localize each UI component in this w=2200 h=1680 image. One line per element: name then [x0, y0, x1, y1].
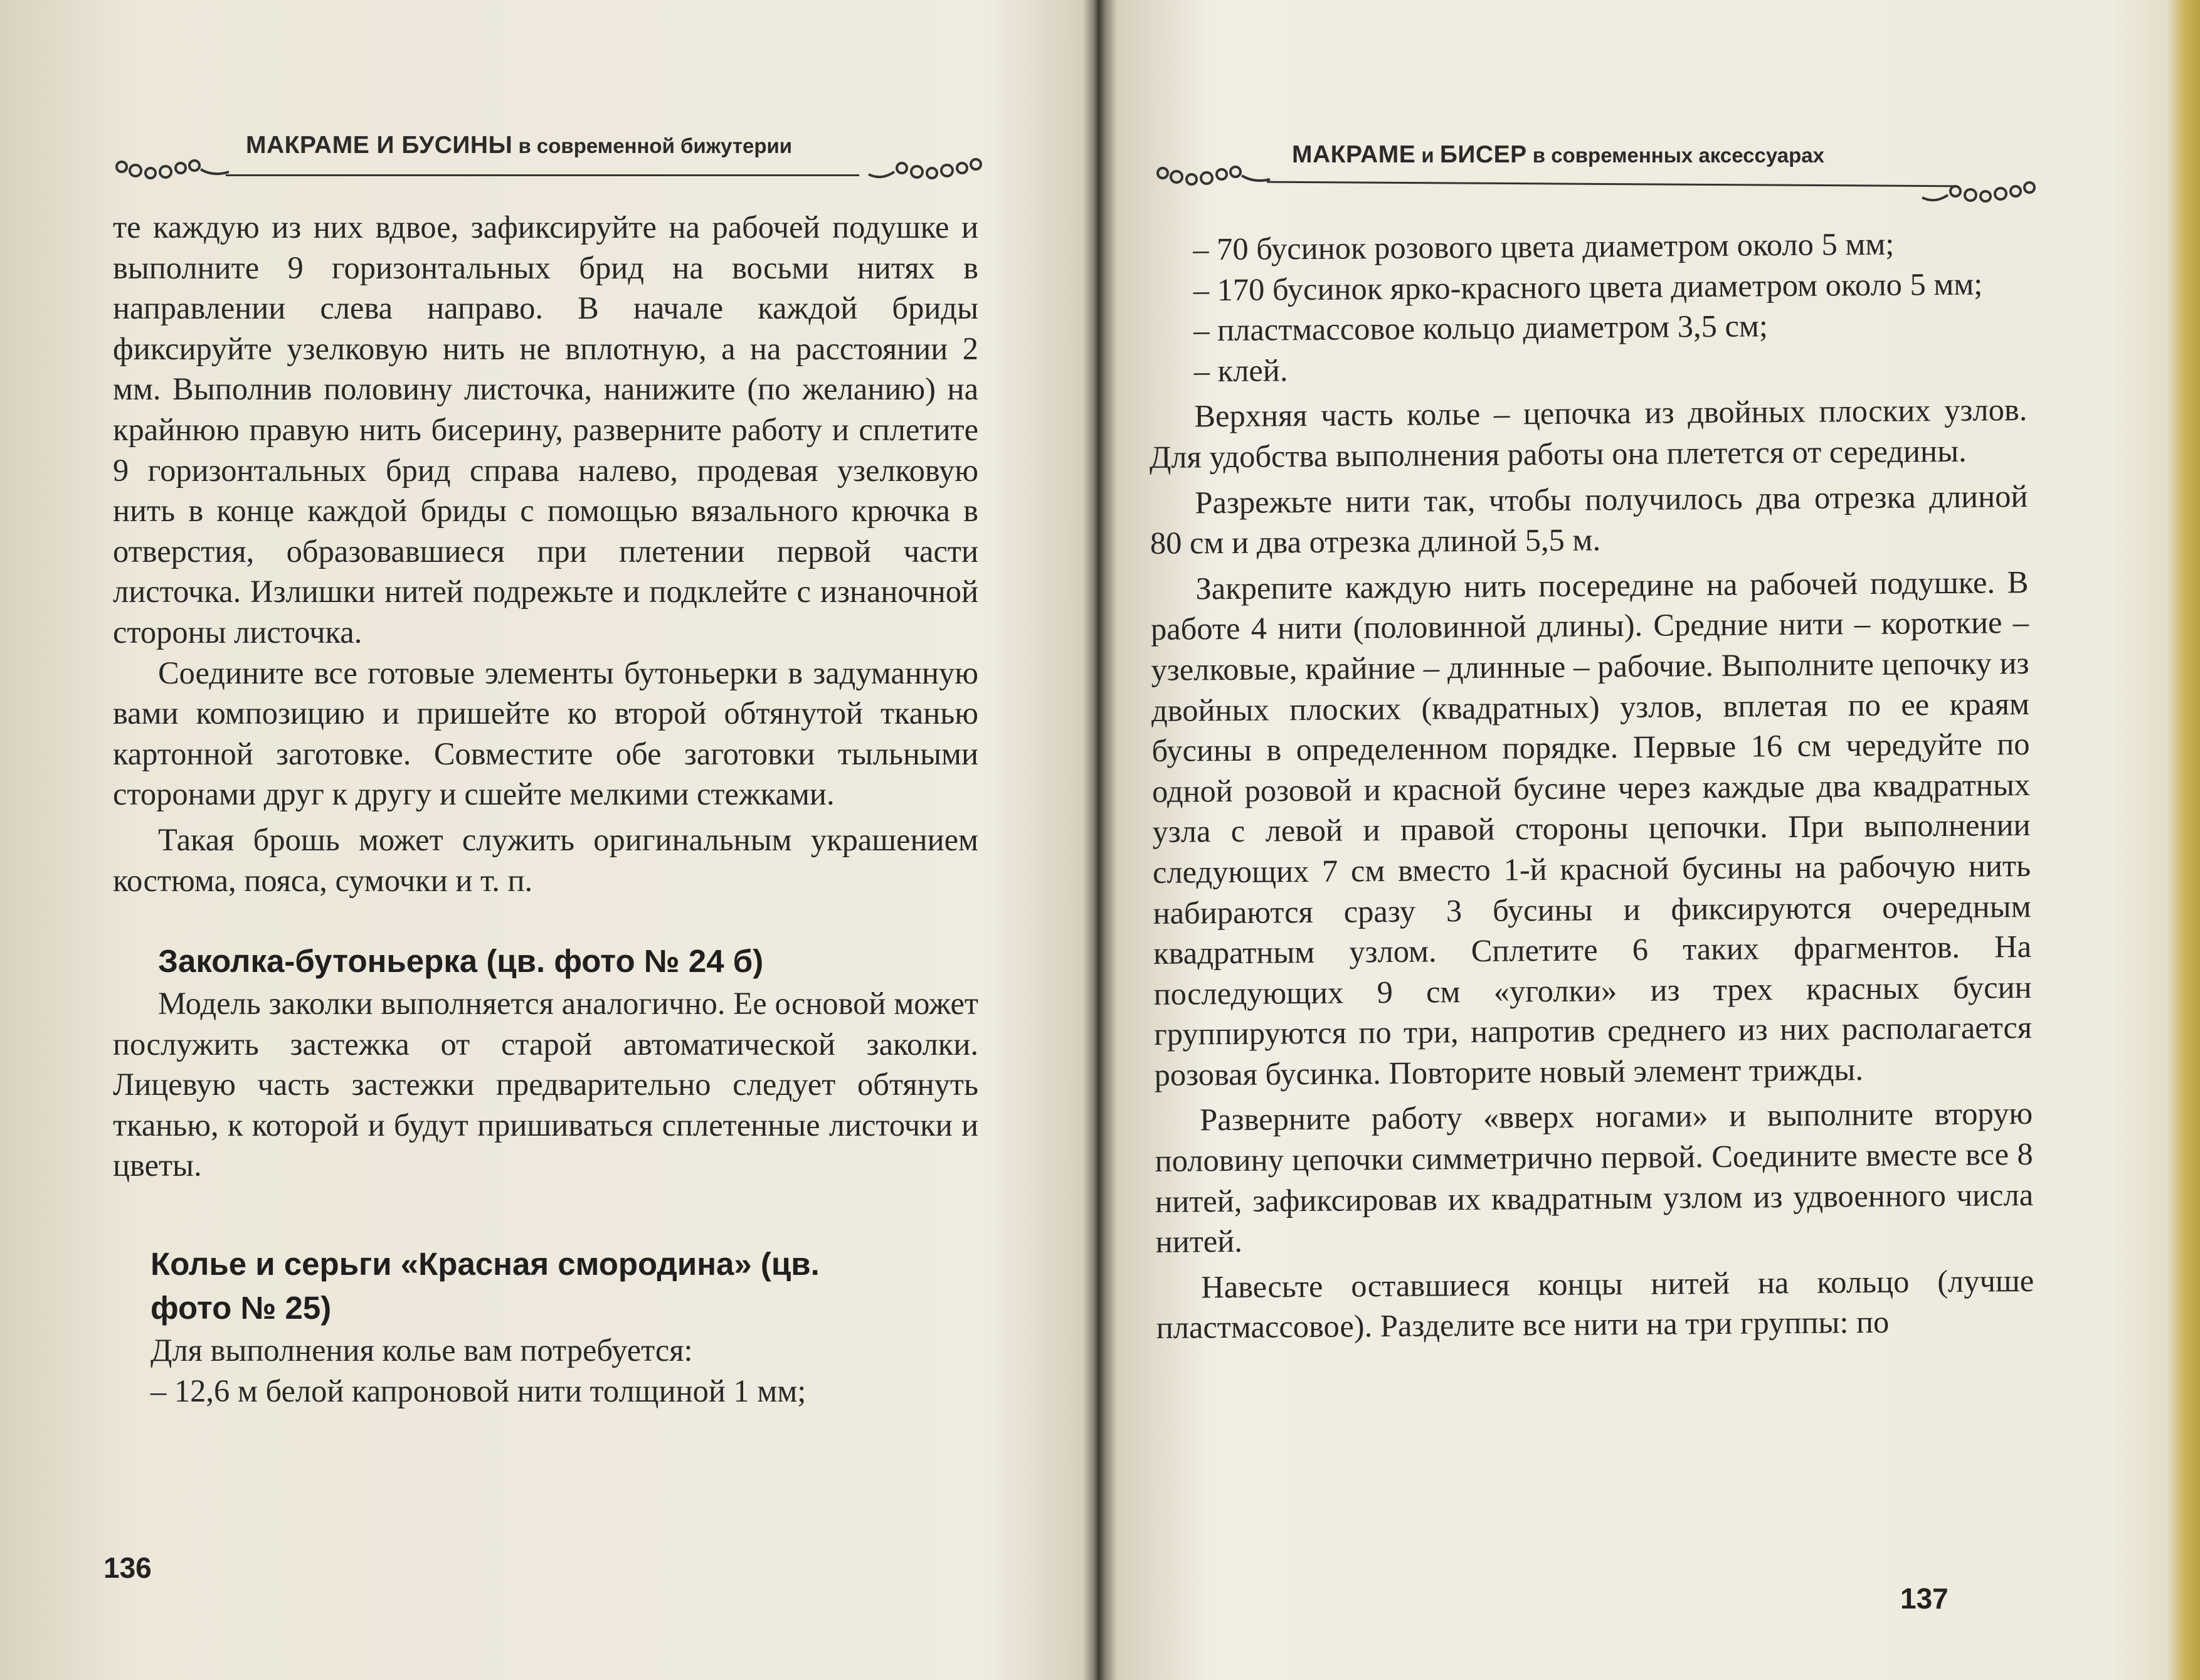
paragraph: Разверните работу «вверх ногами» и выполните вторую половину цепочки симметрично первой. Соедините вместе все 8 нитей, зафиксировав их квадратным узлом из удвоенного числа нитей. — [1155, 1096, 2034, 1260]
left-page — [0, 0, 1085, 1680]
paragraph: Верхняя часть колье – цепочка из двойных плоских узлов. Для удобства выполнения работы она плетется от середины. — [1149, 392, 2028, 475]
left-header-rule — [226, 174, 859, 176]
right-body — [1148, 223, 2034, 1348]
paragraph: Навесьте оставшиеся концы нитей на кольцо (лучше пластмассовое). Разделите все нити на три группы: по — [1156, 1262, 2034, 1346]
left-running-head: МАКРАМЕ И БУСИНЫ в современной бижутерии — [246, 132, 793, 159]
list-item: – пластмассовое кольцо диаметром 3,5 см; — [1193, 308, 1769, 348]
list-item: – клей. — [1193, 352, 1288, 389]
right-running-head: МАКРАМЕ и БИСЕР в современных аксессуарах — [1292, 141, 1824, 168]
paragraph: те каждую из них вдвое, зафиксируйте на рабочей подушке и выполните 9 горизонтальных брид на восьми нитях в направлении слева направо. В начале каждой бриды фиксируйте узелковую нить не вплотную, а на расстоянии 2 мм. Выполнив половину листочка, нанижите (по желанию) на крайнюю правую нить бисерину, разверните работу и сплетите 9 горизонтальных брид справа налево, продевая узелковую нить в конце каждой бриды с помощью вязального крючка в отверстия, образовавшиеся при плетении первой части листочка. Излишки нитей подрежьте и подклейте с изнаночной стороны листочка. — [113, 209, 978, 650]
paragraph: Соедините все готовые элементы бутоньерки в задуманную вами композицию и пришейте ко второй обтянутой тканью картонной заготовке. Совместите обе заготовки тыльными сторонами друг к другу и сшейте мелкими стежками. — [113, 655, 978, 812]
right-header-rule — [1267, 181, 1957, 188]
page-number: 137 — [1900, 1582, 1949, 1615]
list-item: – 12,6 м белой капроновой нити толщиной 1 мм; — [151, 1373, 806, 1408]
paragraph: Разрежьте нити так, чтобы получилось два отрезка длиной 80 см и два отрезка длиной 5,5 м. — [1150, 478, 2028, 561]
paragraph: Модель заколки выполняется аналогично. Ее основой может послужить застежка от старой автоматической заколки. Лицевую часть застежки предварительно следует обтянуть тканью, к которой и будут пришиваться сплетенные листочки и цветы. — [113, 986, 978, 1183]
section-heading: Колье и серьги «Красная смородина» (цв. фото № 25) — [151, 1246, 820, 1326]
paragraph: Для выполнения колье вам потребуется: — [151, 1333, 693, 1368]
right-page — [1085, 0, 2200, 1680]
section-heading: Заколка-бутоньерка (цв. фото № 24 б) — [158, 943, 764, 980]
right-header-ornament-left — [1154, 162, 1273, 189]
left-header-ornament-right — [865, 156, 985, 183]
list-item: – 170 бусинок ярко-красного цвета диаметром около 5 мм; — [1193, 266, 1983, 308]
right-header-ornament-right — [1919, 179, 2038, 206]
paragraph: Закрепите каждую нить посередине на рабочей подушке. В работе 4 нити (половинной длины). Средние нити – короткие – узелковые, крайние – длинные – рабочие. Выполните цепочку из двойных плоских (квадратных) узлов, вплетая по ее краям бусины в определенном порядке. Первые 16 см чередуйте по одной розовой и красной бусине через каждые два квадратных узла с левой и правой стороны цепочки. При выполнении следующих 7 см вместо 1-й красной бусины на рабочую нить набираются сразу 3 бусины и фиксируются очередным квадратным узлом. Сплетите 6 таких фрагментов. На последующих 9 см «уголки» из трех красных бусин группируются по три, напротив среднего из них располагается розовая бусинка. Повторите новый элемент трижды. — [1150, 564, 2033, 1092]
left-body — [113, 207, 978, 1411]
left-header-ornament-left — [113, 156, 232, 183]
list-item: – 70 бусинок розового цвета диаметром около 5 мм; — [1193, 226, 1895, 267]
page-number: 136 — [103, 1551, 152, 1584]
paragraph: Такая брошь может служить оригинальным украшением костюма, пояса, сумочки и т. п. — [113, 822, 978, 898]
